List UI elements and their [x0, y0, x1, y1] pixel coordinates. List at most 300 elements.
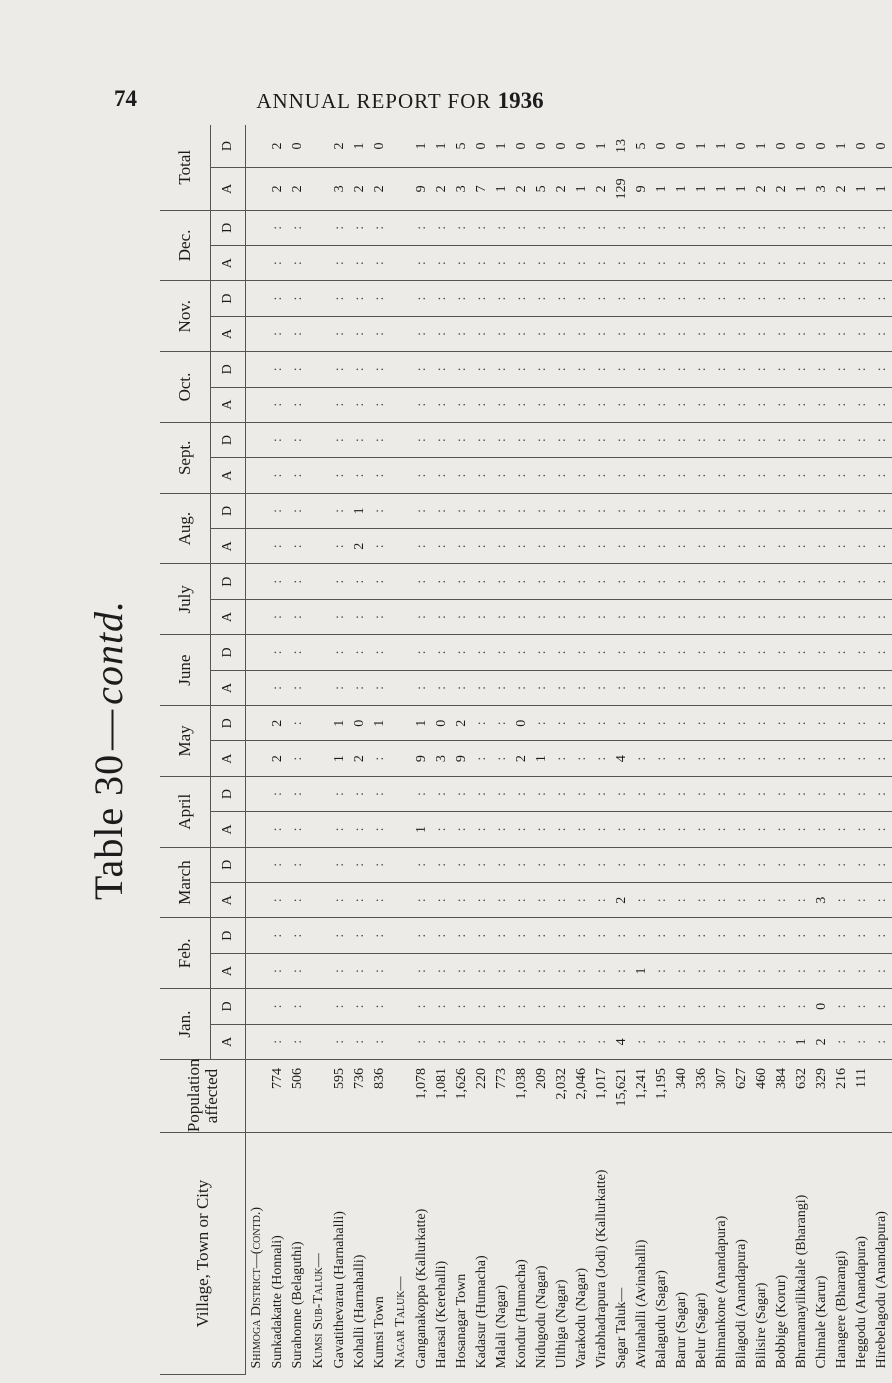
header-deaths: D	[211, 281, 246, 316]
leader-dots: :	[734, 1004, 749, 1009]
count-cell	[532, 989, 552, 1024]
leader-dots: :	[634, 898, 649, 903]
count-cell: 13	[612, 125, 632, 168]
leader-dots: :	[694, 1039, 709, 1044]
count-cell	[792, 883, 812, 918]
population-cell: 1,038	[512, 1060, 532, 1133]
leader-dots: :	[614, 685, 629, 690]
count-cell	[752, 741, 772, 776]
leader-dots: :	[332, 898, 347, 903]
leader-dots: :	[654, 1039, 669, 1044]
leader-dots: :	[754, 579, 769, 584]
count-cell	[592, 953, 612, 988]
count-cell	[672, 387, 692, 422]
leader-dots: :	[654, 438, 669, 443]
count-cell	[692, 635, 712, 670]
leader-dots: :	[834, 225, 849, 230]
leader-dots: :	[290, 508, 305, 513]
count-cell	[812, 210, 832, 245]
leader-dots: :	[594, 827, 609, 832]
count-cell	[792, 847, 812, 882]
leader-dots: :	[734, 898, 749, 903]
leader-dots: :	[614, 792, 629, 797]
count-cell	[812, 493, 832, 528]
leader-dots: :	[494, 792, 509, 797]
leader-dots: :	[834, 1004, 849, 1009]
count-cell	[832, 883, 852, 918]
leader-dots: :	[774, 615, 789, 620]
count-cell	[692, 422, 712, 457]
count-cell	[350, 812, 370, 847]
count-cell	[712, 564, 732, 599]
count-cell	[246, 210, 269, 245]
count-cell	[612, 670, 632, 705]
leader-dots: :	[814, 261, 829, 266]
count-cell	[390, 883, 412, 918]
count-cell	[370, 741, 390, 776]
leader-dots: :	[352, 579, 367, 584]
count-cell	[472, 529, 492, 564]
count-cell	[852, 670, 872, 705]
leader-dots: :	[494, 933, 509, 938]
leader-dots: :	[574, 367, 589, 372]
leader-dots: :	[514, 685, 529, 690]
count-cell: 1	[792, 1024, 812, 1059]
count-cell	[390, 670, 412, 705]
table-row	[752, 125, 772, 1375]
count-cell	[832, 989, 852, 1024]
header-village: Village, Town or City	[160, 1133, 246, 1375]
leader-dots: :	[774, 756, 789, 761]
count-cell	[350, 422, 370, 457]
count-cell	[852, 635, 872, 670]
count-cell	[350, 1024, 370, 1059]
count-cell	[832, 210, 852, 245]
header-deaths: D	[211, 635, 246, 670]
count-cell: 0	[872, 125, 892, 168]
count-cell	[592, 741, 612, 776]
leader-dots: :	[694, 721, 709, 726]
leader-dots: :	[814, 721, 829, 726]
header-deaths: D	[211, 210, 246, 245]
count-cell	[552, 741, 572, 776]
leader-dots: :	[674, 898, 689, 903]
leader-dots: :	[714, 792, 729, 797]
leader-dots: :	[270, 508, 285, 513]
leader-dots: :	[290, 225, 305, 230]
count-cell	[472, 352, 492, 387]
count-cell	[350, 564, 370, 599]
count-cell	[772, 1024, 792, 1059]
count-cell	[632, 564, 652, 599]
leader-dots: :	[814, 792, 829, 797]
page-header	[0, 86, 800, 122]
count-cell	[652, 989, 672, 1024]
leader-dots: :	[714, 756, 729, 761]
village-name: Kumsi Sub-Taluk—	[311, 1253, 326, 1369]
leader-dots: :	[694, 296, 709, 301]
leader-dots: :	[754, 225, 769, 230]
count-cell	[592, 847, 612, 882]
count-cell	[330, 1024, 350, 1059]
population-cell: 1,195	[652, 1060, 672, 1133]
village-name: Heggodu (Anandapura)	[854, 1235, 869, 1369]
leader-dots: :	[514, 331, 529, 336]
leader-dots: :	[754, 650, 769, 655]
count-cell	[268, 493, 288, 528]
count-cell	[752, 953, 772, 988]
count-cell	[268, 458, 288, 493]
count-cell	[350, 635, 370, 670]
count-cell	[612, 847, 632, 882]
leader-dots: :	[554, 898, 569, 903]
leader-dots: :	[674, 650, 689, 655]
count-cell	[532, 316, 552, 351]
count-cell: 4	[612, 1024, 632, 1059]
count-cell	[432, 422, 452, 457]
leader-dots: :	[674, 792, 689, 797]
leader-dots: :	[754, 402, 769, 407]
leader-dots: :	[372, 685, 387, 690]
count-cell	[472, 918, 492, 953]
population-cell: 329	[812, 1060, 832, 1133]
count-cell	[350, 210, 370, 245]
count-cell	[792, 281, 812, 316]
count-cell	[452, 210, 472, 245]
village-name: Kondur (Humacha)	[514, 1259, 529, 1369]
leader-dots: :	[372, 508, 387, 513]
count-cell	[692, 281, 712, 316]
leader-dots: :	[834, 544, 849, 549]
count-cell	[612, 989, 632, 1024]
count-cell	[330, 529, 350, 564]
leader-dots: :	[352, 650, 367, 655]
count-cell	[872, 953, 892, 988]
count-cell: 2	[330, 125, 350, 168]
count-cell	[612, 352, 632, 387]
count-cell	[692, 1024, 712, 1059]
leader-dots: :	[290, 331, 305, 336]
count-cell	[792, 387, 812, 422]
header-attacks: A	[211, 245, 246, 280]
leader-dots: :	[332, 650, 347, 655]
count-cell	[692, 918, 712, 953]
count-cell	[712, 352, 732, 387]
count-cell: 0	[512, 706, 532, 741]
count-cell	[452, 422, 472, 457]
leader-dots: :	[654, 827, 669, 832]
leader-dots: :	[674, 827, 689, 832]
leader-dots: :	[454, 792, 469, 797]
leader-dots: :	[534, 862, 549, 867]
leader-dots: :	[754, 969, 769, 973]
leader-dots: :	[434, 261, 449, 266]
leader-dots: :	[352, 1004, 367, 1009]
leader-dots: :	[574, 756, 589, 761]
leader-dots: :	[814, 296, 829, 301]
leader-dots: :	[754, 473, 769, 478]
leader-dots: :	[474, 508, 489, 513]
count-cell	[330, 599, 350, 634]
leader-dots: :	[372, 225, 387, 230]
village-name: Sagar Taluk—	[614, 1287, 629, 1369]
leader-dots: :	[714, 721, 729, 726]
count-cell	[512, 1024, 532, 1059]
leader-dots: :	[814, 544, 829, 549]
leader-dots: :	[270, 969, 285, 973]
count-cell	[792, 741, 812, 776]
count-cell	[752, 493, 772, 528]
count-cell	[370, 564, 390, 599]
count-cell	[612, 529, 632, 564]
count-cell	[492, 210, 512, 245]
header-month: Feb.	[160, 918, 211, 989]
count-cell	[692, 387, 712, 422]
count-cell	[492, 529, 512, 564]
count-cell	[370, 422, 390, 457]
count-cell	[812, 741, 832, 776]
count-cell	[652, 387, 672, 422]
leader-dots: :	[774, 1004, 789, 1009]
count-cell	[246, 458, 269, 493]
count-cell	[772, 776, 792, 811]
count-cell	[772, 564, 792, 599]
count-cell	[512, 316, 532, 351]
count-cell	[712, 529, 732, 564]
count-cell	[732, 918, 752, 953]
count-cell: 2	[612, 883, 632, 918]
count-cell	[592, 670, 612, 705]
table-caption-label: Table 30	[86, 753, 131, 901]
count-cell: 1	[672, 168, 692, 210]
leader-dots: :	[834, 933, 849, 938]
leader-dots: :	[434, 898, 449, 903]
leader-dots: :	[694, 792, 709, 797]
count-cell	[412, 458, 432, 493]
header-deaths: D	[211, 706, 246, 741]
leader-dots: :	[874, 721, 889, 726]
count-cell	[370, 245, 390, 280]
count-cell	[712, 883, 732, 918]
leader-dots: :	[554, 827, 569, 832]
count-cell	[652, 245, 672, 280]
count-cell	[832, 706, 852, 741]
leader-dots: :	[854, 792, 869, 797]
count-cell	[572, 599, 592, 634]
header-month: May	[160, 706, 211, 777]
table-caption: Table 30—contd.	[86, 599, 131, 901]
table-row	[672, 125, 692, 1375]
count-cell: 1	[492, 168, 512, 210]
count-cell	[412, 529, 432, 564]
leader-dots: :	[794, 1004, 809, 1009]
leader-dots: :	[834, 827, 849, 832]
count-cell	[632, 776, 652, 811]
leader-dots: :	[754, 508, 769, 513]
count-cell	[412, 352, 432, 387]
leader-dots: :	[454, 615, 469, 620]
village-name: Bhramanayilikalale (Bharangi)	[794, 1194, 809, 1369]
header-deaths: D	[211, 125, 246, 168]
leader-dots: :	[614, 473, 629, 478]
count-cell	[792, 918, 812, 953]
count-cell	[268, 918, 288, 953]
count-cell	[288, 458, 308, 493]
leader-dots: :	[774, 685, 789, 690]
leader-dots: :	[874, 402, 889, 407]
count-cell	[390, 168, 412, 210]
leader-dots: :	[734, 367, 749, 372]
count-cell	[812, 352, 832, 387]
count-cell	[572, 918, 592, 953]
count-cell	[288, 812, 308, 847]
leader-dots: :	[534, 438, 549, 443]
count-cell	[652, 776, 672, 811]
count-cell	[752, 529, 772, 564]
leader-dots: :	[290, 792, 305, 797]
leader-dots: :	[270, 331, 285, 336]
count-cell	[268, 529, 288, 564]
leader-dots: :	[654, 508, 669, 513]
leader-dots: :	[854, 685, 869, 690]
count-cell	[872, 493, 892, 528]
leader-dots: :	[514, 579, 529, 584]
count-cell	[472, 458, 492, 493]
leader-dots: :	[854, 1004, 869, 1009]
header-attacks: A	[211, 316, 246, 351]
village-name: Sunkadakatte (Honnali)	[270, 1235, 285, 1369]
header-month: March	[160, 847, 211, 918]
leader-dots: :	[714, 898, 729, 903]
count-cell	[732, 493, 752, 528]
count-cell	[532, 458, 552, 493]
table-row	[308, 125, 330, 1375]
count-cell	[512, 953, 532, 988]
count-cell	[552, 1024, 572, 1059]
leader-dots: :	[794, 969, 809, 973]
count-cell	[512, 635, 532, 670]
leader-dots: :	[774, 261, 789, 266]
count-cell	[452, 529, 472, 564]
leader-dots: :	[834, 438, 849, 443]
leader-dots: :	[714, 331, 729, 336]
count-cell	[330, 281, 350, 316]
count-cell	[350, 776, 370, 811]
leader-dots: :	[814, 402, 829, 407]
count-cell	[412, 245, 432, 280]
count-cell	[592, 422, 612, 457]
count-cell	[512, 812, 532, 847]
count-cell	[492, 458, 512, 493]
population-cell: 2,046	[572, 1060, 592, 1133]
leader-dots: :	[434, 508, 449, 513]
table-row	[350, 125, 370, 1375]
leader-dots: :	[352, 261, 367, 266]
leader-dots: :	[270, 261, 285, 266]
count-cell	[308, 493, 330, 528]
table-row	[288, 125, 308, 1375]
count-cell	[692, 776, 712, 811]
rotated-table-block	[86, 125, 889, 1375]
count-cell	[812, 706, 832, 741]
header-attacks: A	[211, 812, 246, 847]
leader-dots: :	[794, 367, 809, 372]
count-cell	[672, 210, 692, 245]
count-cell	[552, 352, 572, 387]
count-cell	[652, 210, 672, 245]
village-name: Barur (Sagar)	[674, 1291, 689, 1369]
leader-dots: :	[494, 331, 509, 336]
village-name: Virabhadrapura (Jodi) (Kallurkatte)	[594, 1169, 609, 1369]
leader-dots: :	[694, 261, 709, 266]
count-cell	[512, 352, 532, 387]
count-cell	[712, 210, 732, 245]
leader-dots: :	[834, 721, 849, 726]
leader-dots: :	[614, 933, 629, 938]
count-cell	[246, 281, 269, 316]
count-cell	[572, 953, 592, 988]
count-cell	[512, 670, 532, 705]
leader-dots: :	[714, 261, 729, 266]
header-deaths: D	[211, 989, 246, 1024]
leader-dots: :	[372, 792, 387, 797]
epidemic-table	[160, 125, 892, 1375]
count-cell	[712, 316, 732, 351]
count-cell	[812, 387, 832, 422]
village-name: Balagudu (Sagar)	[654, 1270, 669, 1369]
village-name: Avinahalli (Avinahalli)	[634, 1239, 649, 1369]
count-cell	[552, 564, 572, 599]
count-cell	[652, 1024, 672, 1059]
leader-dots: :	[694, 1004, 709, 1009]
count-cell	[472, 210, 492, 245]
leader-dots: :	[554, 721, 569, 726]
count-cell	[632, 458, 652, 493]
count-cell	[772, 316, 792, 351]
count-cell	[592, 493, 612, 528]
count-cell	[472, 564, 492, 599]
leader-dots: :	[414, 898, 429, 903]
leader-dots: :	[674, 862, 689, 867]
count-cell	[832, 953, 852, 988]
header-attacks: A	[211, 1024, 246, 1059]
count-cell	[268, 245, 288, 280]
count-cell	[612, 599, 632, 634]
count-cell	[852, 741, 872, 776]
count-cell	[872, 210, 892, 245]
count-cell: 0	[472, 125, 492, 168]
village-name: Gavatithevarau (Harnahalli)	[332, 1211, 347, 1369]
leader-dots: :	[594, 650, 609, 655]
count-cell: 2	[452, 706, 472, 741]
count-cell	[732, 635, 752, 670]
leader-dots: :	[332, 579, 347, 584]
count-cell	[712, 670, 732, 705]
count-cell	[632, 422, 652, 457]
count-cell	[852, 599, 872, 634]
count-cell	[370, 387, 390, 422]
leader-dots: :	[574, 261, 589, 266]
count-cell	[672, 847, 692, 882]
leader-dots: :	[694, 438, 709, 443]
count-cell	[370, 989, 390, 1024]
count-cell: 1	[712, 125, 732, 168]
leader-dots: :	[594, 331, 609, 336]
count-cell	[792, 953, 812, 988]
leader-dots: :	[514, 402, 529, 407]
leader-dots: :	[814, 685, 829, 690]
count-cell	[752, 422, 772, 457]
